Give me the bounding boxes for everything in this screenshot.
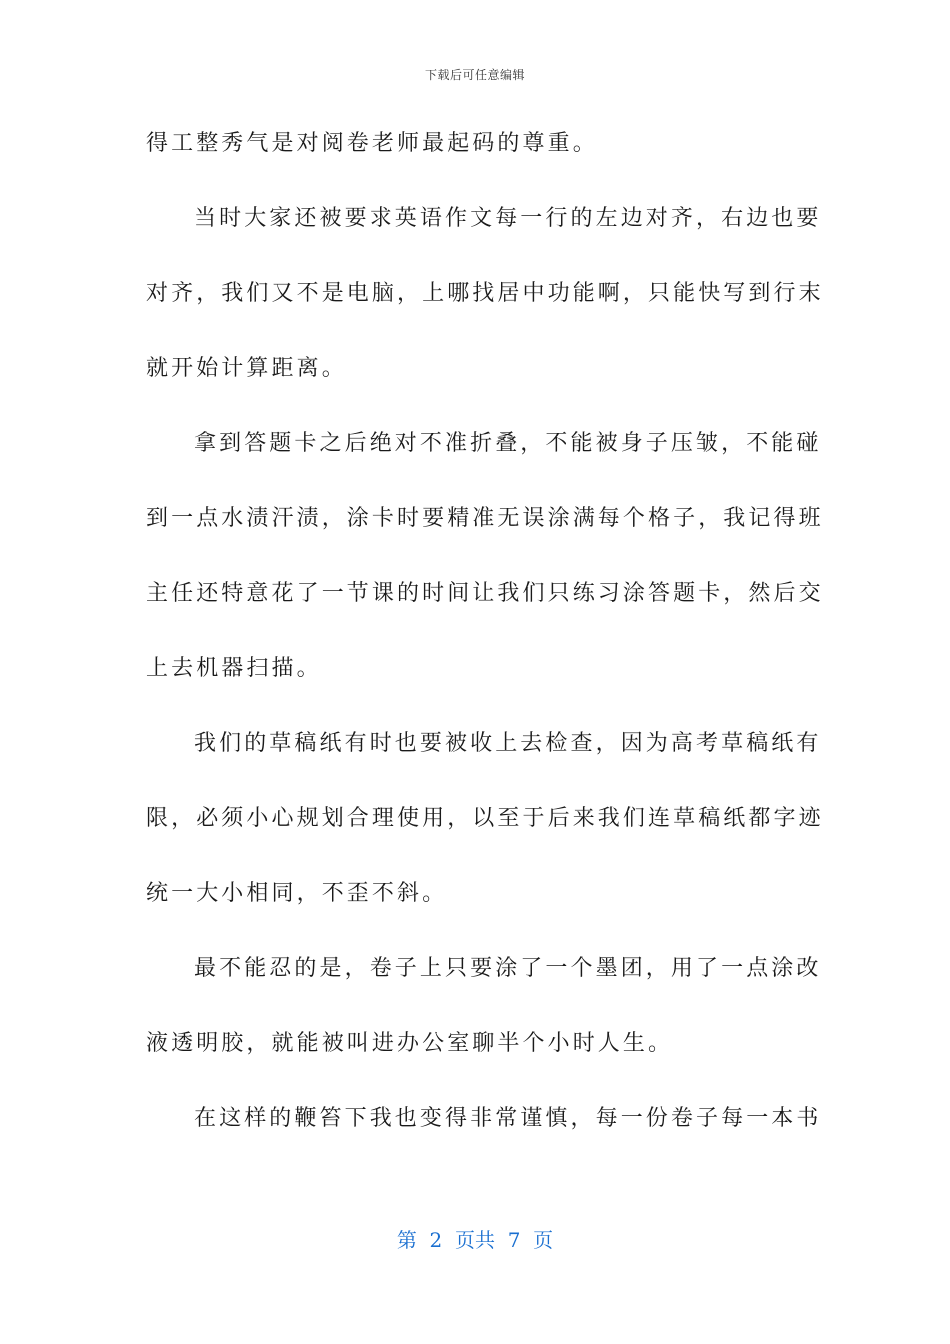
paragraph-start-line: 拿到答题卡之后绝对不准折叠，不能被身子压皱，不能碰 bbox=[194, 431, 822, 456]
text-line: 主任还特意花了一节课的时间让我们只练习涂答题卡，然后交 bbox=[146, 581, 824, 606]
paragraph-start-line: 在这样的鞭笞下我也变得非常谨慎，每一份卷子每一本书 bbox=[194, 1106, 822, 1131]
text-line: 得工整秀气是对阅卷老师最起码的尊重。 bbox=[146, 131, 598, 156]
text-line: 就开始计算距离。 bbox=[146, 356, 347, 381]
text-line: 统一大小相同，不歪不斜。 bbox=[146, 881, 448, 906]
text-line: 上去机器扫描。 bbox=[146, 656, 322, 681]
page-header: 下载后可任意编辑 bbox=[424, 68, 525, 82]
text-line: 限，必须小心规划合理使用，以至于后来我们连草稿纸都字迹 bbox=[146, 806, 824, 831]
text-line: 液透明胶，就能被叫进办公室聊半个小时人生。 bbox=[146, 1031, 674, 1056]
page-number-footer: 第 2 页共 7 页 bbox=[396, 1228, 554, 1252]
paragraph-start-line: 最不能忍的是，卷子上只要涂了一个墨团，用了一点涂改 bbox=[194, 956, 822, 981]
paragraph-start-line: 我们的草稿纸有时也要被收上去检查，因为高考草稿纸有 bbox=[194, 731, 822, 756]
document-body bbox=[146, 106, 824, 1156]
text-line: 到一点水渍汗渍，涂卡时要精准无误涂满每个格子，我记得班 bbox=[146, 506, 824, 531]
text-line: 对齐，我们又不是电脑，上哪找居中功能啊，只能快写到行末 bbox=[146, 281, 824, 306]
paragraph-start-line: 当时大家还被要求英语作文每一行的左边对齐，右边也要 bbox=[194, 206, 822, 231]
